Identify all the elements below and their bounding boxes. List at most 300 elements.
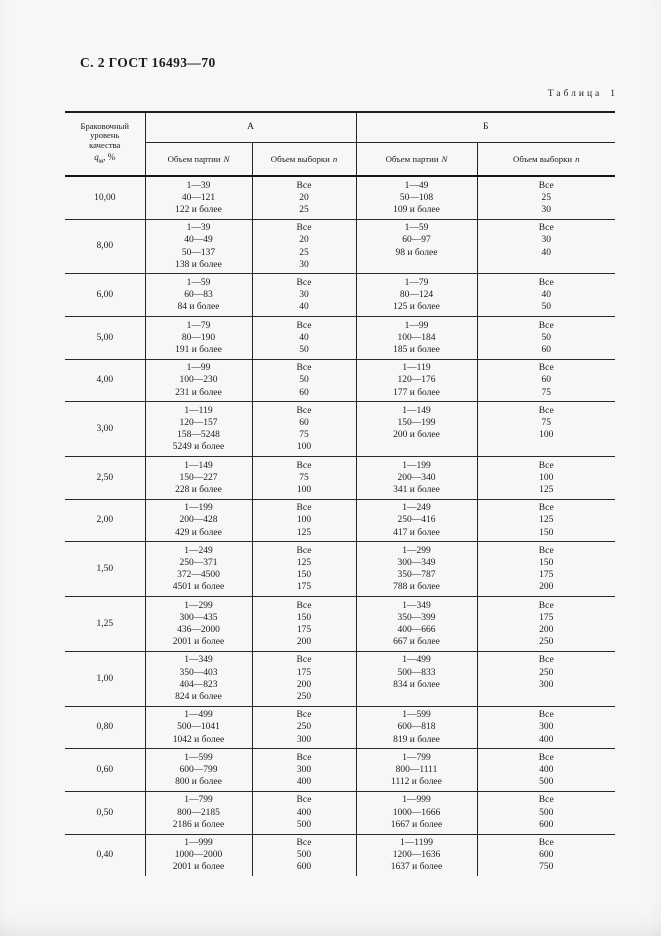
table-row xyxy=(65,359,615,402)
cell-line: Все xyxy=(296,363,312,374)
cell-line: Все xyxy=(296,180,312,191)
b-lot-size-variable: N xyxy=(441,153,448,164)
cell-line: 1—119 xyxy=(184,405,213,416)
cell-line: 250—371 xyxy=(179,557,218,568)
cell-line: 400 xyxy=(296,807,312,818)
cell-line: Все xyxy=(296,710,312,721)
cell-line: 600—799 xyxy=(179,765,218,776)
a-sample-size-header xyxy=(252,143,356,177)
quality-header-line: уровень xyxy=(90,130,120,141)
table-row xyxy=(65,791,615,834)
cell-line: 600 xyxy=(296,862,312,873)
table-row xyxy=(65,457,615,500)
cell-line: 300—435 xyxy=(179,612,218,623)
a-sample-size-cell xyxy=(252,457,356,500)
b-sample-size-cell xyxy=(477,499,615,542)
cell-line: 25 xyxy=(299,247,309,258)
cell-line: 1,50 xyxy=(96,564,114,575)
cell-line: 6,00 xyxy=(96,290,114,301)
quality-level-cell xyxy=(65,791,145,834)
b-sample-size-cell xyxy=(477,542,615,597)
table-header xyxy=(65,112,615,176)
cell-line: 0,80 xyxy=(96,722,114,733)
cell-line: 2,00 xyxy=(96,515,114,526)
b-sample-size-variable: n xyxy=(575,153,580,164)
cell-line: 150—199 xyxy=(397,417,436,428)
cell-line: 1—39 xyxy=(186,223,211,234)
cell-line: 75 xyxy=(299,472,309,483)
b-sample-size-cell xyxy=(477,176,615,219)
a-lot-size-cell xyxy=(145,359,252,402)
b-sample-size-label: Объем выборки xyxy=(512,153,573,164)
cell-line: 100 xyxy=(539,430,554,441)
cell-line: 150 xyxy=(539,557,554,568)
quality-level-cell xyxy=(65,499,145,542)
cell-line: 350—403 xyxy=(179,667,218,678)
cell-line: Все xyxy=(538,363,554,374)
cell-line: 50 xyxy=(541,302,551,313)
cell-line: 191 и более xyxy=(175,344,222,355)
cell-line: 50 xyxy=(299,375,309,386)
cell-line: 200 и более xyxy=(393,430,440,441)
cell-line: 20 xyxy=(299,192,309,203)
cell-line: 600—818 xyxy=(397,722,436,733)
cell-line: 600 xyxy=(539,819,554,830)
cell-line: 3,00 xyxy=(96,424,114,435)
cell-line: 5,00 xyxy=(96,332,114,343)
cell-line: 84 и более xyxy=(177,302,220,313)
b-sample-size-cell xyxy=(477,317,615,360)
cell-line: 1—349 xyxy=(402,600,431,611)
cell-line: 0,50 xyxy=(96,807,114,818)
plan-b-group-header: Б xyxy=(356,112,615,143)
cell-line: 2001 и более xyxy=(172,862,225,873)
b-sample-size-cell xyxy=(477,791,615,834)
b-sample-size-cell xyxy=(477,402,615,457)
cell-line: 372—4500 xyxy=(177,570,220,581)
cell-line: Все xyxy=(296,752,312,763)
cell-line: Все xyxy=(296,795,312,806)
cell-line: 100 xyxy=(296,442,312,453)
cell-line: 400—666 xyxy=(397,625,436,635)
quality-level-cell xyxy=(65,219,145,274)
cell-line: 250 xyxy=(296,722,312,733)
a-sample-size-cell xyxy=(252,359,356,402)
cell-line: 1—499 xyxy=(402,655,431,666)
cell-line: 500—1041 xyxy=(177,722,220,733)
cell-line: 228 и более xyxy=(175,484,222,495)
cell-line: 80—124 xyxy=(399,290,434,301)
cell-line: Все xyxy=(538,223,554,234)
quality-level-cell xyxy=(65,359,145,402)
cell-line: 125 xyxy=(539,484,554,495)
cell-line: 200 xyxy=(539,582,554,593)
cell-line: Все xyxy=(538,710,554,721)
cell-line: 1—599 xyxy=(402,710,431,721)
cell-line: 1—99 xyxy=(404,320,429,331)
cell-line: Все xyxy=(296,460,312,471)
cell-line: 50 xyxy=(541,332,551,343)
a-lot-size-cell xyxy=(145,834,252,876)
b-sample-size-header xyxy=(477,143,615,177)
cell-line: 120—157 xyxy=(179,417,218,428)
cell-line: 819 и более xyxy=(393,734,440,745)
cell-line: 200 xyxy=(296,637,312,648)
cell-line: 100—230 xyxy=(179,375,218,386)
cell-line: 40—49 xyxy=(184,235,213,246)
b-sample-size-cell xyxy=(477,597,615,652)
cell-line: 100—184 xyxy=(397,332,436,343)
a-sample-size-cell xyxy=(252,749,356,792)
cell-line: 417 и более xyxy=(393,527,440,538)
cell-line: 1—999 xyxy=(402,795,431,806)
cell-line: 4,00 xyxy=(96,375,114,386)
cell-line: 158—5248 xyxy=(177,430,220,441)
cell-line: 50 xyxy=(299,344,309,355)
cell-line: Все xyxy=(296,223,312,234)
table-caption-word: Таблица xyxy=(547,89,603,99)
b-lot-size-cell xyxy=(356,359,477,402)
a-lot-size-cell xyxy=(145,176,252,219)
table-row xyxy=(65,317,615,360)
cell-line: Все xyxy=(538,503,554,514)
cell-line: 250 xyxy=(539,637,554,648)
q-symbol: q xyxy=(94,152,99,163)
cell-line: 500 xyxy=(296,819,312,830)
cell-line: 177 и более xyxy=(393,387,440,398)
cell-line: 667 и более xyxy=(393,637,440,648)
cell-line: 40 xyxy=(541,247,551,258)
cell-line: 1—799 xyxy=(402,752,431,763)
cell-line: 1—49 xyxy=(404,180,429,191)
cell-line: 1—199 xyxy=(184,503,213,514)
a-lot-size-cell xyxy=(145,219,252,274)
b-lot-size-cell xyxy=(356,402,477,457)
cell-line: 200 xyxy=(296,679,312,690)
cell-line: 500 xyxy=(296,850,312,861)
cell-line: 5249 и более xyxy=(172,442,225,453)
cell-line: 75 xyxy=(541,417,551,428)
b-lot-size-cell xyxy=(356,457,477,500)
cell-line: 300 xyxy=(539,679,554,690)
cell-line: 150—227 xyxy=(179,472,218,483)
cell-line: 60 xyxy=(541,375,551,386)
cell-line: Все xyxy=(296,600,312,611)
cell-line: 75 xyxy=(299,430,309,441)
quality-level-cell xyxy=(65,651,145,706)
cell-line: 1—299 xyxy=(402,545,431,556)
cell-line: 175 xyxy=(539,612,554,623)
a-lot-size-cell xyxy=(145,651,252,706)
cell-line: 1—99 xyxy=(186,363,211,374)
table-row xyxy=(65,597,615,652)
cell-line: 400 xyxy=(539,734,554,745)
cell-line: 150 xyxy=(296,570,312,581)
cell-line: 40 xyxy=(541,290,551,301)
a-lot-size-cell xyxy=(145,542,252,597)
cell-line: 1—299 xyxy=(184,600,213,611)
a-lot-size-header xyxy=(145,143,252,177)
cell-line: 1—249 xyxy=(184,545,213,556)
cell-line: Все xyxy=(296,838,312,849)
quality-level-cell xyxy=(65,317,145,360)
cell-line: 1000—2000 xyxy=(174,850,223,861)
quality-level-header xyxy=(65,112,145,176)
cell-line: 436—2000 xyxy=(177,625,220,635)
cell-line: 350—399 xyxy=(397,612,436,623)
cell-line: 1—79 xyxy=(186,320,211,331)
cell-line: 200—340 xyxy=(397,472,436,483)
b-lot-size-label: Объем партии xyxy=(385,153,439,164)
cell-line: 1667 и более xyxy=(390,819,443,830)
cell-line: Все xyxy=(538,277,554,288)
quality-level-cell xyxy=(65,457,145,500)
table-row xyxy=(65,219,615,274)
quality-header-line: качества xyxy=(89,140,121,151)
cell-line: 122 и более xyxy=(175,204,222,215)
cell-line: 1112 и более xyxy=(391,777,442,788)
cell-line: 824 и более xyxy=(175,692,222,703)
cell-line: 1—59 xyxy=(186,277,211,288)
cell-line: 175 xyxy=(296,667,312,678)
cell-line: 138 и более xyxy=(175,259,222,270)
a-sample-size-label: Объем выборки xyxy=(270,153,330,164)
a-sample-size-cell xyxy=(252,274,356,317)
page-title: С. 2 ГОСТ 16493—70 xyxy=(80,55,216,70)
cell-line: 250—416 xyxy=(397,515,436,526)
cell-line: 175 xyxy=(296,625,312,635)
cell-line: 429 и более xyxy=(175,527,222,538)
a-lot-size-cell xyxy=(145,791,252,834)
a-lot-size-cell xyxy=(145,499,252,542)
quality-level-cell xyxy=(65,834,145,876)
cell-line: 4501 и более xyxy=(172,582,225,593)
cell-line: 1637 и более xyxy=(390,862,443,873)
cell-line: 100 xyxy=(296,515,312,526)
cell-line: 800—2185 xyxy=(177,807,220,818)
a-sample-size-cell xyxy=(252,176,356,219)
cell-line: 1—149 xyxy=(402,405,431,416)
cell-line: 350—787 xyxy=(397,570,436,581)
b-sample-size-cell xyxy=(477,651,615,706)
cell-line: 60 xyxy=(541,344,551,355)
cell-line: 300 xyxy=(296,734,312,745)
a-sample-size-variable: n xyxy=(332,153,338,164)
a-sample-size-cell xyxy=(252,499,356,542)
a-lot-size-cell xyxy=(145,597,252,652)
cell-line: 10,00 xyxy=(94,192,116,203)
cell-line: 250 xyxy=(296,692,312,703)
cell-line: 80—190 xyxy=(181,332,216,343)
quality-header-line: Браковочный xyxy=(80,120,129,131)
cell-line: 185 и более xyxy=(393,344,440,355)
cell-line: 0,60 xyxy=(96,765,114,776)
q-subscript: м xyxy=(98,156,104,165)
cell-line: 40—121 xyxy=(181,192,216,203)
cell-line: 50—137 xyxy=(181,247,216,258)
a-sample-size-cell xyxy=(252,317,356,360)
cell-line: 0,40 xyxy=(96,850,114,861)
b-lot-size-cell xyxy=(356,499,477,542)
cell-line: 231 и более xyxy=(175,387,222,398)
a-lot-size-label: Объем партии xyxy=(167,153,221,164)
b-lot-size-cell xyxy=(356,542,477,597)
cell-line: 1000—1666 xyxy=(392,807,441,818)
cell-line: 834 и более xyxy=(393,679,440,690)
cell-line: 1—1199 xyxy=(400,838,433,849)
cell-line: 100 xyxy=(296,484,312,495)
a-lot-size-cell xyxy=(145,274,252,317)
cell-line: Все xyxy=(538,545,554,556)
cell-line: 1—39 xyxy=(186,180,211,191)
a-sample-size-cell xyxy=(252,706,356,749)
table-row xyxy=(65,749,615,792)
table-row xyxy=(65,499,615,542)
cell-line: Все xyxy=(296,503,312,514)
quality-level-cell xyxy=(65,706,145,749)
cell-line: 30 xyxy=(299,259,309,270)
q-unit: , % xyxy=(103,152,116,163)
cell-line: Все xyxy=(296,277,312,288)
cell-line: 1—349 xyxy=(184,655,213,666)
cell-line: 400 xyxy=(296,777,312,788)
cell-line: 2,50 xyxy=(96,472,114,483)
cell-line: 30 xyxy=(541,204,551,215)
cell-line: Все xyxy=(538,655,554,666)
cell-line: 150 xyxy=(296,612,312,623)
a-lot-size-variable: N xyxy=(223,153,230,164)
b-lot-size-cell xyxy=(356,274,477,317)
cell-line: 60—97 xyxy=(402,235,431,246)
cell-line: 300 xyxy=(296,765,312,776)
plan-a-group-header: А xyxy=(145,112,356,143)
table-row xyxy=(65,651,615,706)
b-lot-size-cell xyxy=(356,176,477,219)
cell-line: Все xyxy=(296,655,312,666)
cell-line: Все xyxy=(538,460,554,471)
cell-line: Все xyxy=(538,405,554,416)
cell-line: 400 xyxy=(539,765,554,776)
cell-line: 40 xyxy=(299,302,309,313)
cell-line: 788 и более xyxy=(393,582,440,593)
cell-line: 60 xyxy=(299,417,309,428)
b-lot-size-cell xyxy=(356,597,477,652)
cell-line: Все xyxy=(538,795,554,806)
cell-line: 30 xyxy=(299,290,309,301)
cell-line: 200—428 xyxy=(179,515,218,526)
a-sample-size-cell xyxy=(252,542,356,597)
cell-line: 200 xyxy=(539,625,554,635)
a-sample-size-cell xyxy=(252,219,356,274)
cell-line: 25 xyxy=(299,204,309,215)
cell-line: 404—823 xyxy=(179,679,218,690)
cell-line: 1,00 xyxy=(96,673,114,684)
cell-line: 1,25 xyxy=(96,618,114,629)
b-lot-size-cell xyxy=(356,651,477,706)
a-lot-size-cell xyxy=(145,402,252,457)
cell-line: 1—999 xyxy=(184,838,213,849)
cell-line: 175 xyxy=(539,570,554,581)
cell-line: 125 xyxy=(296,557,312,568)
table-row xyxy=(65,834,615,876)
cell-line: 1—79 xyxy=(404,277,429,288)
a-lot-size-cell xyxy=(145,457,252,500)
cell-line: 750 xyxy=(539,862,554,873)
cell-line: Все xyxy=(538,600,554,611)
b-sample-size-cell xyxy=(477,359,615,402)
b-sample-size-cell xyxy=(477,219,615,274)
cell-line: 1—499 xyxy=(184,710,213,721)
table-caption xyxy=(548,89,615,99)
cell-line: 8,00 xyxy=(96,241,114,252)
cell-line: 1—249 xyxy=(402,503,431,514)
a-sample-size-cell xyxy=(252,651,356,706)
cell-line: Все xyxy=(538,320,554,331)
a-sample-size-cell xyxy=(252,834,356,876)
cell-line: 109 и более xyxy=(393,204,440,215)
cell-line: 98 и более xyxy=(395,247,438,258)
cell-line: 25 xyxy=(541,192,551,203)
table-row xyxy=(65,176,615,219)
cell-line: 250 xyxy=(539,667,554,678)
table-caption-number: 1 xyxy=(610,89,615,99)
cell-line: 800 и более xyxy=(175,777,222,788)
cell-line: Все xyxy=(296,320,312,331)
cell-line: 341 и более xyxy=(393,484,440,495)
a-lot-size-cell xyxy=(145,749,252,792)
cell-line: Все xyxy=(538,838,554,849)
cell-line: 40 xyxy=(299,332,309,343)
quality-header-formula xyxy=(67,152,143,166)
cell-line: 125 и более xyxy=(393,302,440,313)
quality-level-cell xyxy=(65,402,145,457)
a-sample-size-cell xyxy=(252,597,356,652)
quality-level-cell xyxy=(65,749,145,792)
cell-line: 1200—1636 xyxy=(392,850,441,861)
cell-line: 120—176 xyxy=(397,375,436,386)
b-lot-size-cell xyxy=(356,791,477,834)
cell-line: 600 xyxy=(539,850,554,861)
cell-line: 1—119 xyxy=(402,363,431,374)
b-lot-size-cell xyxy=(356,749,477,792)
cell-line: 500 xyxy=(539,777,554,788)
a-lot-size-cell xyxy=(145,317,252,360)
cell-line: 125 xyxy=(296,527,312,538)
b-lot-size-cell xyxy=(356,706,477,749)
cell-line: 125 xyxy=(539,515,554,526)
cell-line: Все xyxy=(296,405,312,416)
table-row xyxy=(65,706,615,749)
b-lot-size-header xyxy=(356,143,477,177)
cell-line: 75 xyxy=(541,387,551,398)
cell-line: Все xyxy=(538,752,554,763)
b-sample-size-cell xyxy=(477,457,615,500)
cell-line: 150 xyxy=(539,527,554,538)
b-sample-size-cell xyxy=(477,706,615,749)
cell-line: 800—1111 xyxy=(395,765,438,776)
b-lot-size-cell xyxy=(356,317,477,360)
cell-line: 500—833 xyxy=(397,667,436,678)
cell-line: 100 xyxy=(539,472,554,483)
cell-line: 20 xyxy=(299,235,309,246)
b-lot-size-cell xyxy=(356,834,477,876)
cell-line: 1—149 xyxy=(184,460,213,471)
table-row xyxy=(65,402,615,457)
cell-line: 50—108 xyxy=(399,192,434,203)
table-body xyxy=(65,176,615,876)
cell-line: 1—59 xyxy=(404,223,429,234)
cell-line: Все xyxy=(538,180,554,191)
